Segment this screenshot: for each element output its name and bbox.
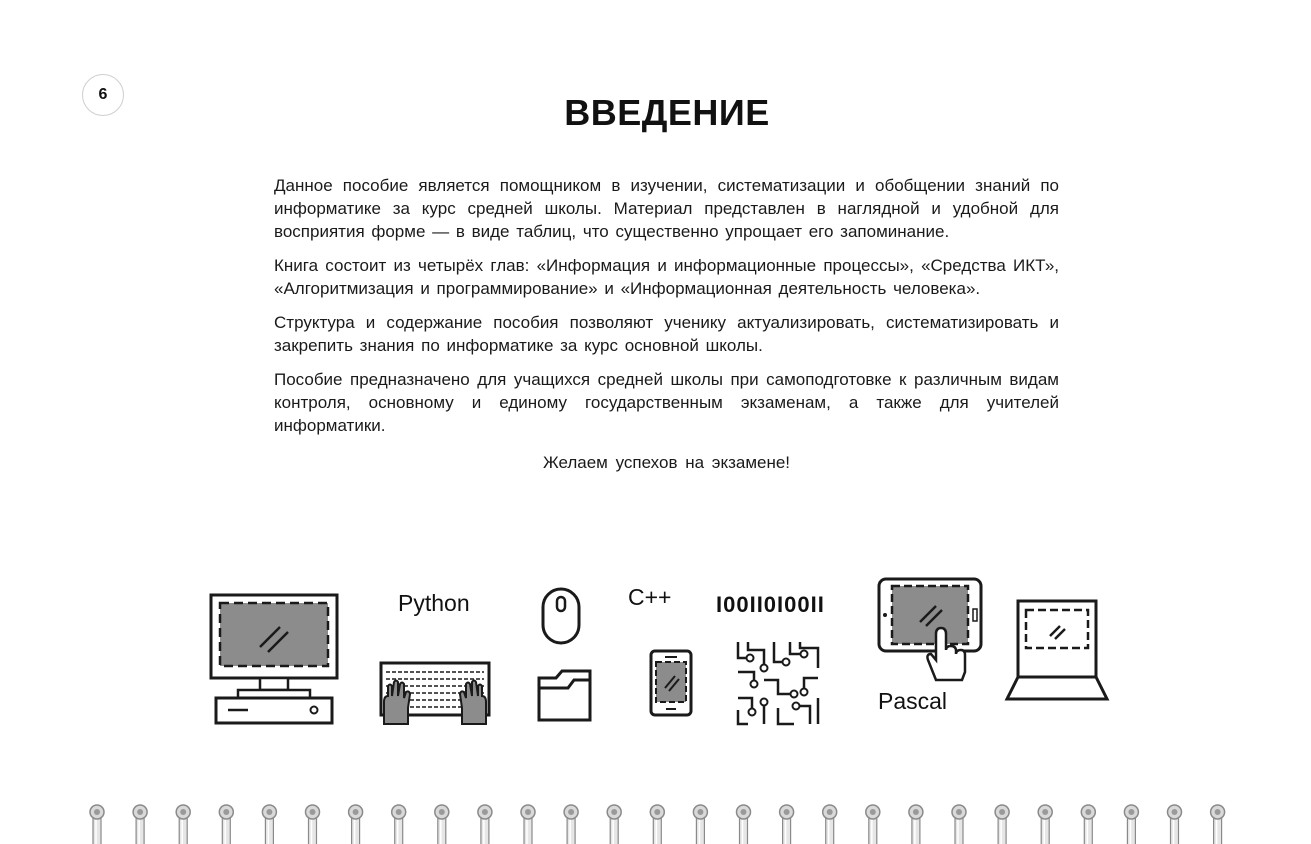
binding-ring [262, 805, 276, 844]
binding-ring [478, 805, 492, 844]
binding-ring [349, 805, 363, 844]
binding-ring [693, 805, 707, 844]
binding-ring [219, 805, 233, 844]
binding-ring [1081, 805, 1095, 844]
binding-ring [133, 805, 147, 844]
binding-ring [737, 805, 751, 844]
binding-ring [306, 805, 320, 844]
paragraph-4: Пособие предназначено для учащихся средней школы при самоподготовке к различным видам контроля, основному и единому государственным экзаменам, а также для учителей информатики. [274, 370, 1059, 435]
paragraph-2: Книга состоит из четырёх глав: «Информация и информационные процессы», «Средства ИКТ», «Алгоритмизация и программирование» и «Информационная деятельность человека». [274, 256, 1059, 298]
binding-ring [952, 805, 966, 844]
folder-icon [536, 668, 594, 724]
binary-code-label: I00II0I00II [716, 592, 825, 617]
binding-ring [909, 805, 923, 844]
closing-wish: Желаем успехов на экзамене! [542, 453, 791, 472]
binding-ring [176, 805, 190, 844]
intro-text [274, 174, 1059, 485]
laptop-icon [1004, 598, 1110, 704]
binding-ring [90, 805, 104, 844]
python-label: Python [398, 590, 470, 616]
binding-ring [823, 805, 837, 844]
binding-ring [650, 805, 664, 844]
binding-ring [521, 805, 535, 844]
binding-ring [607, 805, 621, 844]
binding-ring [995, 805, 1009, 844]
tablet-touch-icon [876, 576, 984, 682]
binding-ring [1124, 805, 1138, 844]
binding-ring [780, 805, 794, 844]
computer-mouse-icon [540, 586, 582, 646]
desktop-computer-icon [208, 592, 340, 727]
keyboard-hands-icon [378, 658, 492, 726]
binding-ring [1038, 805, 1052, 844]
pascal-label: Pascal [878, 688, 948, 714]
binding-ring [435, 805, 449, 844]
paragraph-3: Структура и содержание пособия позволяют ученику актуализировать, систематизировать и закрепить знания по информатике за курс основной школы. [274, 313, 1059, 355]
page-number: 6 [98, 86, 108, 103]
paragraph-1: Данное пособие является помощником в изучении, систематизации и обобщении знаний по информатике за курс средней школы. Материал представлен в наглядной и удобной для восприятия форме — в виде таблиц, что существенно упрощает его запоминание. [274, 176, 1059, 241]
binding-ring [1211, 805, 1225, 844]
computing-illustration [0, 560, 1311, 750]
smartphone-icon [648, 648, 694, 718]
binding-ring [1168, 805, 1182, 844]
page-title: ВВЕДЕНИЕ [564, 92, 770, 133]
binding-ring [866, 805, 880, 844]
cpp-label: C++ [628, 584, 672, 610]
binding-ring [392, 805, 406, 844]
circuit-board-icon [734, 638, 822, 728]
binding-ring [564, 805, 578, 844]
spiral-binding [0, 800, 1311, 844]
